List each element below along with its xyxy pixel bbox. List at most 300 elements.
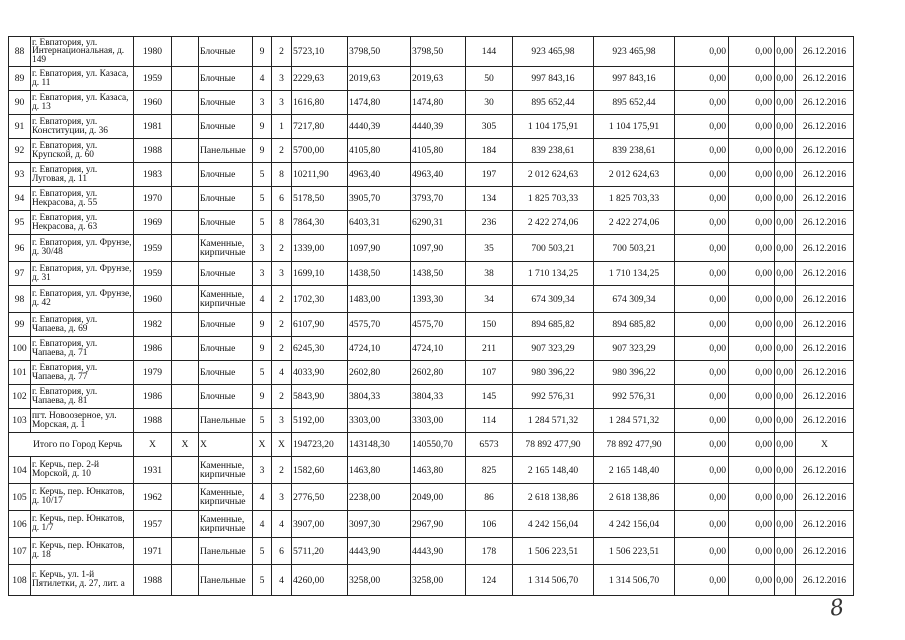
date-cell: 26.12.2016 <box>796 115 854 139</box>
fund-cell: 0,00 <box>775 67 796 91</box>
address-cell: г. Евпатория, ул. Чапаева, д. 71 <box>31 337 134 361</box>
address-cell: г. Евпатория, ул. Некрасова, д. 55 <box>31 187 134 211</box>
entrances-cell: 6 <box>272 187 292 211</box>
area-living-cell: 3798,50 <box>348 37 411 67</box>
table-row <box>9 262 854 286</box>
residents-cell: 825 <box>466 457 513 484</box>
address-cell: г. Евпатория, ул. Некрасова, д. 63 <box>31 211 134 235</box>
year-cell: 1980 <box>134 37 172 67</box>
fund-cell: 0,00 <box>775 115 796 139</box>
handwritten-page-number: 8 <box>828 595 846 622</box>
table-row <box>9 361 854 385</box>
address-cell: г. Евпатория, ул. Конституции, д. 36 <box>31 115 134 139</box>
table-row <box>9 235 854 262</box>
area-total-cell: 1699,10 <box>292 262 348 286</box>
area-residential-cell: 2602,80 <box>411 361 466 385</box>
total-area-cell: 194723,20 <box>292 433 348 457</box>
entrances-cell: 8 <box>272 163 292 187</box>
fund-cell: 0,00 <box>729 484 775 511</box>
address-cell: пгт. Новоозерное, ул. Морская, д. 1 <box>31 409 134 433</box>
fund-cell: 0,00 <box>729 91 775 115</box>
total-label-cell: Итого по Город Керчь <box>9 433 134 457</box>
address-cell: г. Евпатория, ул. Фрунзе, д. 30/48 <box>31 235 134 262</box>
fund-cell: 0,00 <box>775 313 796 337</box>
cost-cell: 1 104 175,91 <box>513 115 594 139</box>
area-residential-cell: 2019,63 <box>411 67 466 91</box>
year-cell: 1931 <box>134 457 172 484</box>
residents-cell: 50 <box>466 67 513 91</box>
entrances-cell: 3 <box>272 409 292 433</box>
date-cell: 26.12.2016 <box>796 313 854 337</box>
residents-cell: 178 <box>466 538 513 565</box>
cost-cell: 839 238,61 <box>513 139 594 163</box>
table-row <box>9 211 854 235</box>
date-cell: 26.12.2016 <box>796 163 854 187</box>
cost-cell: 2 165 148,40 <box>513 457 594 484</box>
entrances-cell: 4 <box>272 361 292 385</box>
area-total-cell: 5192,00 <box>292 409 348 433</box>
total-row <box>9 433 854 457</box>
address-cell: г. Евпатория, ул. Казаса, д. 11 <box>31 67 134 91</box>
empty-cell <box>172 565 199 596</box>
total-x-cell: X <box>134 433 172 457</box>
wall-material-cell: Блочные <box>199 187 253 211</box>
area-total-cell: 1339,00 <box>292 235 348 262</box>
fund-cell: 0,00 <box>729 139 775 163</box>
residents-cell: 236 <box>466 211 513 235</box>
area-living-cell: 1097,90 <box>348 235 411 262</box>
floors-cell: 9 <box>253 313 272 337</box>
empty-cell <box>172 286 199 313</box>
fund-cell: 0,00 <box>729 115 775 139</box>
cost-total-cell: 1 506 223,51 <box>594 538 675 565</box>
table-row <box>9 409 854 433</box>
date-cell: 26.12.2016 <box>796 187 854 211</box>
total-date-cell: X <box>796 433 854 457</box>
cost-total-cell: 1 314 506,70 <box>594 565 675 596</box>
fund-cell: 0,00 <box>729 337 775 361</box>
table-row <box>9 313 854 337</box>
cost-total-cell: 997 843,16 <box>594 67 675 91</box>
area-residential-cell: 1393,30 <box>411 286 466 313</box>
fund-cell: 0,00 <box>775 286 796 313</box>
year-cell: 1957 <box>134 511 172 538</box>
area-total-cell: 4260,00 <box>292 565 348 596</box>
area-living-cell: 3804,33 <box>348 385 411 409</box>
area-living-cell: 1483,00 <box>348 286 411 313</box>
area-total-cell: 4033,90 <box>292 361 348 385</box>
year-cell: 1981 <box>134 115 172 139</box>
area-residential-cell: 1463,80 <box>411 457 466 484</box>
total-x-cell: X <box>253 433 272 457</box>
area-total-cell: 10211,90 <box>292 163 348 187</box>
wall-material-cell: Блочные <box>199 262 253 286</box>
area-total-cell: 1616,80 <box>292 91 348 115</box>
table-row <box>9 385 854 409</box>
fund-cell: 0,00 <box>675 235 729 262</box>
area-living-cell: 6403,31 <box>348 211 411 235</box>
cost-cell: 894 685,82 <box>513 313 594 337</box>
row-number-cell: 105 <box>9 484 31 511</box>
area-total-cell: 5178,50 <box>292 187 348 211</box>
date-cell: 26.12.2016 <box>796 37 854 67</box>
floors-cell: 4 <box>253 67 272 91</box>
total-fund-cell: 0,00 <box>729 433 775 457</box>
cost-cell: 700 503,21 <box>513 235 594 262</box>
fund-cell: 0,00 <box>729 538 775 565</box>
row-number-cell: 91 <box>9 115 31 139</box>
table-row <box>9 511 854 538</box>
total-cost-cell: 78 892 477,90 <box>513 433 594 457</box>
floors-cell: 4 <box>253 286 272 313</box>
area-total-cell: 5843,90 <box>292 385 348 409</box>
fund-cell: 0,00 <box>729 385 775 409</box>
cost-total-cell: 4 242 156,04 <box>594 511 675 538</box>
fund-cell: 0,00 <box>775 409 796 433</box>
fund-cell: 0,00 <box>729 286 775 313</box>
residents-cell: 34 <box>466 286 513 313</box>
residents-cell: 197 <box>466 163 513 187</box>
date-cell: 26.12.2016 <box>796 565 854 596</box>
residents-cell: 305 <box>466 115 513 139</box>
cost-cell: 907 323,29 <box>513 337 594 361</box>
year-cell: 1988 <box>134 565 172 596</box>
year-cell: 1971 <box>134 538 172 565</box>
cost-cell: 1 284 571,32 <box>513 409 594 433</box>
fund-cell: 0,00 <box>729 361 775 385</box>
table-row <box>9 457 854 484</box>
area-residential-cell: 3303,00 <box>411 409 466 433</box>
housing-table <box>8 36 854 596</box>
date-cell: 26.12.2016 <box>796 538 854 565</box>
row-number-cell: 108 <box>9 565 31 596</box>
empty-cell <box>172 409 199 433</box>
residents-cell: 35 <box>466 235 513 262</box>
entrances-cell: 2 <box>272 235 292 262</box>
row-number-cell: 96 <box>9 235 31 262</box>
date-cell: 26.12.2016 <box>796 211 854 235</box>
area-living-cell: 4440,39 <box>348 115 411 139</box>
area-living-cell: 1463,80 <box>348 457 411 484</box>
empty-cell <box>172 511 199 538</box>
total-cost-total-cell: 78 892 477,90 <box>594 433 675 457</box>
fund-cell: 0,00 <box>729 37 775 67</box>
floors-cell: 9 <box>253 37 272 67</box>
fund-cell: 0,00 <box>775 91 796 115</box>
row-number-cell: 106 <box>9 511 31 538</box>
fund-cell: 0,00 <box>675 262 729 286</box>
row-number-cell: 90 <box>9 91 31 115</box>
cost-total-cell: 907 323,29 <box>594 337 675 361</box>
row-number-cell: 102 <box>9 385 31 409</box>
fund-cell: 0,00 <box>675 337 729 361</box>
area-residential-cell: 4724,10 <box>411 337 466 361</box>
wall-material-cell: Панельные <box>199 565 253 596</box>
floors-cell: 9 <box>253 385 272 409</box>
date-cell: 26.12.2016 <box>796 235 854 262</box>
area-living-cell: 4105,80 <box>348 139 411 163</box>
wall-material-cell: Панельные <box>199 139 253 163</box>
year-cell: 1986 <box>134 385 172 409</box>
area-living-cell: 3905,70 <box>348 187 411 211</box>
table-row <box>9 139 854 163</box>
address-cell: г. Евпатория, ул. Казаса, д. 13 <box>31 91 134 115</box>
floors-cell: 5 <box>253 409 272 433</box>
table-row <box>9 91 854 115</box>
table-row <box>9 163 854 187</box>
fund-cell: 0,00 <box>729 163 775 187</box>
total-x-cell: X <box>199 433 253 457</box>
row-number-cell: 94 <box>9 187 31 211</box>
fund-cell: 0,00 <box>729 565 775 596</box>
empty-cell <box>172 187 199 211</box>
empty-cell <box>172 211 199 235</box>
fund-cell: 0,00 <box>675 484 729 511</box>
table-row <box>9 337 854 361</box>
fund-cell: 0,00 <box>775 457 796 484</box>
date-cell: 26.12.2016 <box>796 262 854 286</box>
cost-cell: 1 506 223,51 <box>513 538 594 565</box>
fund-cell: 0,00 <box>775 235 796 262</box>
cost-total-cell: 923 465,98 <box>594 37 675 67</box>
cost-cell: 980 396,22 <box>513 361 594 385</box>
row-number-cell: 95 <box>9 211 31 235</box>
area-total-cell: 5723,10 <box>292 37 348 67</box>
fund-cell: 0,00 <box>775 385 796 409</box>
address-cell: г. Евпатория, ул. Крупской, д. 60 <box>31 139 134 163</box>
cost-total-cell: 1 104 175,91 <box>594 115 675 139</box>
row-number-cell: 97 <box>9 262 31 286</box>
cost-cell: 2 422 274,06 <box>513 211 594 235</box>
floors-cell: 3 <box>253 235 272 262</box>
fund-cell: 0,00 <box>729 67 775 91</box>
floors-cell: 3 <box>253 91 272 115</box>
table-row <box>9 67 854 91</box>
total-x-cell: X <box>272 433 292 457</box>
cost-cell: 674 309,34 <box>513 286 594 313</box>
fund-cell: 0,00 <box>675 565 729 596</box>
date-cell: 26.12.2016 <box>796 337 854 361</box>
area-living-cell: 1438,50 <box>348 262 411 286</box>
date-cell: 26.12.2016 <box>796 511 854 538</box>
area-living-cell: 4575,70 <box>348 313 411 337</box>
wall-material-cell: Блочные <box>199 67 253 91</box>
fund-cell: 0,00 <box>729 187 775 211</box>
cost-cell: 2 012 624,63 <box>513 163 594 187</box>
cost-total-cell: 894 685,82 <box>594 313 675 337</box>
area-residential-cell: 1438,50 <box>411 262 466 286</box>
entrances-cell: 1 <box>272 115 292 139</box>
fund-cell: 0,00 <box>675 457 729 484</box>
area-residential-cell: 2049,00 <box>411 484 466 511</box>
date-cell: 26.12.2016 <box>796 91 854 115</box>
address-cell: г. Евпатория, ул. Чапаева, д. 81 <box>31 385 134 409</box>
row-number-cell: 101 <box>9 361 31 385</box>
table-row <box>9 187 854 211</box>
fund-cell: 0,00 <box>729 511 775 538</box>
empty-cell <box>172 385 199 409</box>
entrances-cell: 2 <box>272 337 292 361</box>
fund-cell: 0,00 <box>675 67 729 91</box>
wall-material-cell: Блочные <box>199 115 253 139</box>
address-cell: г. Евпатория, ул. Чапаева, д. 77 <box>31 361 134 385</box>
fund-cell: 0,00 <box>675 385 729 409</box>
area-residential-cell: 3798,50 <box>411 37 466 67</box>
area-living-cell: 1474,80 <box>348 91 411 115</box>
row-number-cell: 98 <box>9 286 31 313</box>
area-total-cell: 7864,30 <box>292 211 348 235</box>
cost-total-cell: 700 503,21 <box>594 235 675 262</box>
residents-cell: 134 <box>466 187 513 211</box>
table-row <box>9 484 854 511</box>
row-number-cell: 92 <box>9 139 31 163</box>
floors-cell: 9 <box>253 337 272 361</box>
cost-total-cell: 2 165 148,40 <box>594 457 675 484</box>
area-residential-cell: 2967,90 <box>411 511 466 538</box>
empty-cell <box>172 484 199 511</box>
empty-cell <box>172 115 199 139</box>
entrances-cell: 2 <box>272 286 292 313</box>
row-number-cell: 99 <box>9 313 31 337</box>
table-row <box>9 538 854 565</box>
cost-total-cell: 2 422 274,06 <box>594 211 675 235</box>
floors-cell: 9 <box>253 139 272 163</box>
table-row <box>9 286 854 313</box>
residents-cell: 150 <box>466 313 513 337</box>
area-total-cell: 1702,30 <box>292 286 348 313</box>
cost-cell: 1 825 703,33 <box>513 187 594 211</box>
year-cell: 1986 <box>134 337 172 361</box>
residents-cell: 30 <box>466 91 513 115</box>
area-living-cell: 2602,80 <box>348 361 411 385</box>
area-residential-cell: 1097,90 <box>411 235 466 262</box>
entrances-cell: 3 <box>272 67 292 91</box>
address-cell: г. Евпатория, ул. Фрунзе, д. 31 <box>31 262 134 286</box>
date-cell: 26.12.2016 <box>796 385 854 409</box>
wall-material-cell: Каменные, кирпичные <box>199 286 253 313</box>
date-cell: 26.12.2016 <box>796 67 854 91</box>
fund-cell: 0,00 <box>775 37 796 67</box>
cost-total-cell: 1 284 571,32 <box>594 409 675 433</box>
row-number-cell: 88 <box>9 37 31 67</box>
residents-cell: 106 <box>466 511 513 538</box>
fund-cell: 0,00 <box>675 187 729 211</box>
area-living-cell: 2019,63 <box>348 67 411 91</box>
year-cell: 1988 <box>134 139 172 163</box>
empty-cell <box>172 235 199 262</box>
area-total-cell: 5711,20 <box>292 538 348 565</box>
year-cell: 1962 <box>134 484 172 511</box>
cost-cell: 4 242 156,04 <box>513 511 594 538</box>
year-cell: 1988 <box>134 409 172 433</box>
residents-cell: 38 <box>466 262 513 286</box>
floors-cell: 9 <box>253 115 272 139</box>
floors-cell: 5 <box>253 538 272 565</box>
empty-cell <box>172 67 199 91</box>
fund-cell: 0,00 <box>775 511 796 538</box>
fund-cell: 0,00 <box>775 139 796 163</box>
area-residential-cell: 3258,00 <box>411 565 466 596</box>
year-cell: 1983 <box>134 163 172 187</box>
row-number-cell: 89 <box>9 67 31 91</box>
row-number-cell: 93 <box>9 163 31 187</box>
empty-cell <box>172 163 199 187</box>
area-living-cell: 4443,90 <box>348 538 411 565</box>
fund-cell: 0,00 <box>675 409 729 433</box>
area-living-cell: 4724,10 <box>348 337 411 361</box>
wall-material-cell: Блочные <box>199 91 253 115</box>
cost-total-cell: 2 012 624,63 <box>594 163 675 187</box>
fund-cell: 0,00 <box>675 139 729 163</box>
address-cell: г. Евпатория, ул. Чапаева, д. 69 <box>31 313 134 337</box>
wall-material-cell: Каменные, кирпичные <box>199 235 253 262</box>
residents-cell: 184 <box>466 139 513 163</box>
entrances-cell: 2 <box>272 37 292 67</box>
date-cell: 26.12.2016 <box>796 409 854 433</box>
cost-total-cell: 1 825 703,33 <box>594 187 675 211</box>
area-total-cell: 5700,00 <box>292 139 348 163</box>
empty-cell <box>172 313 199 337</box>
entrances-cell: 3 <box>272 484 292 511</box>
fund-cell: 0,00 <box>729 457 775 484</box>
total-x-cell: X <box>172 433 199 457</box>
fund-cell: 0,00 <box>675 91 729 115</box>
fund-cell: 0,00 <box>775 211 796 235</box>
fund-cell: 0,00 <box>729 262 775 286</box>
wall-material-cell: Блочные <box>199 211 253 235</box>
empty-cell <box>172 262 199 286</box>
residents-cell: 124 <box>466 565 513 596</box>
floors-cell: 5 <box>253 187 272 211</box>
year-cell: 1970 <box>134 187 172 211</box>
row-number-cell: 107 <box>9 538 31 565</box>
residents-cell: 211 <box>466 337 513 361</box>
wall-material-cell: Блочные <box>199 163 253 187</box>
entrances-cell: 3 <box>272 91 292 115</box>
floors-cell: 3 <box>253 457 272 484</box>
residents-cell: 114 <box>466 409 513 433</box>
area-living-cell: 3097,30 <box>348 511 411 538</box>
entrances-cell: 6 <box>272 538 292 565</box>
area-living-cell: 3303,00 <box>348 409 411 433</box>
year-cell: 1982 <box>134 313 172 337</box>
residents-cell: 144 <box>466 37 513 67</box>
date-cell: 26.12.2016 <box>796 361 854 385</box>
fund-cell: 0,00 <box>675 313 729 337</box>
date-cell: 26.12.2016 <box>796 139 854 163</box>
wall-material-cell: Блочные <box>199 361 253 385</box>
total-living-cell: 143148,30 <box>348 433 411 457</box>
floors-cell: 5 <box>253 565 272 596</box>
fund-cell: 0,00 <box>675 211 729 235</box>
total-fund-cell: 0,00 <box>775 433 796 457</box>
cost-total-cell: 992 576,31 <box>594 385 675 409</box>
empty-cell <box>172 538 199 565</box>
cost-cell: 997 843,16 <box>513 67 594 91</box>
cost-total-cell: 2 618 138,86 <box>594 484 675 511</box>
cost-total-cell: 980 396,22 <box>594 361 675 385</box>
area-total-cell: 6245,30 <box>292 337 348 361</box>
address-cell: г. Керчь, пер. Юнкатов, д. 10/17 <box>31 484 134 511</box>
area-total-cell: 2776,50 <box>292 484 348 511</box>
entrances-cell: 2 <box>272 313 292 337</box>
entrances-cell: 8 <box>272 211 292 235</box>
cost-total-cell: 1 710 134,25 <box>594 262 675 286</box>
entrances-cell: 3 <box>272 262 292 286</box>
date-cell: 26.12.2016 <box>796 286 854 313</box>
area-residential-cell: 3804,33 <box>411 385 466 409</box>
wall-material-cell: Панельные <box>199 538 253 565</box>
